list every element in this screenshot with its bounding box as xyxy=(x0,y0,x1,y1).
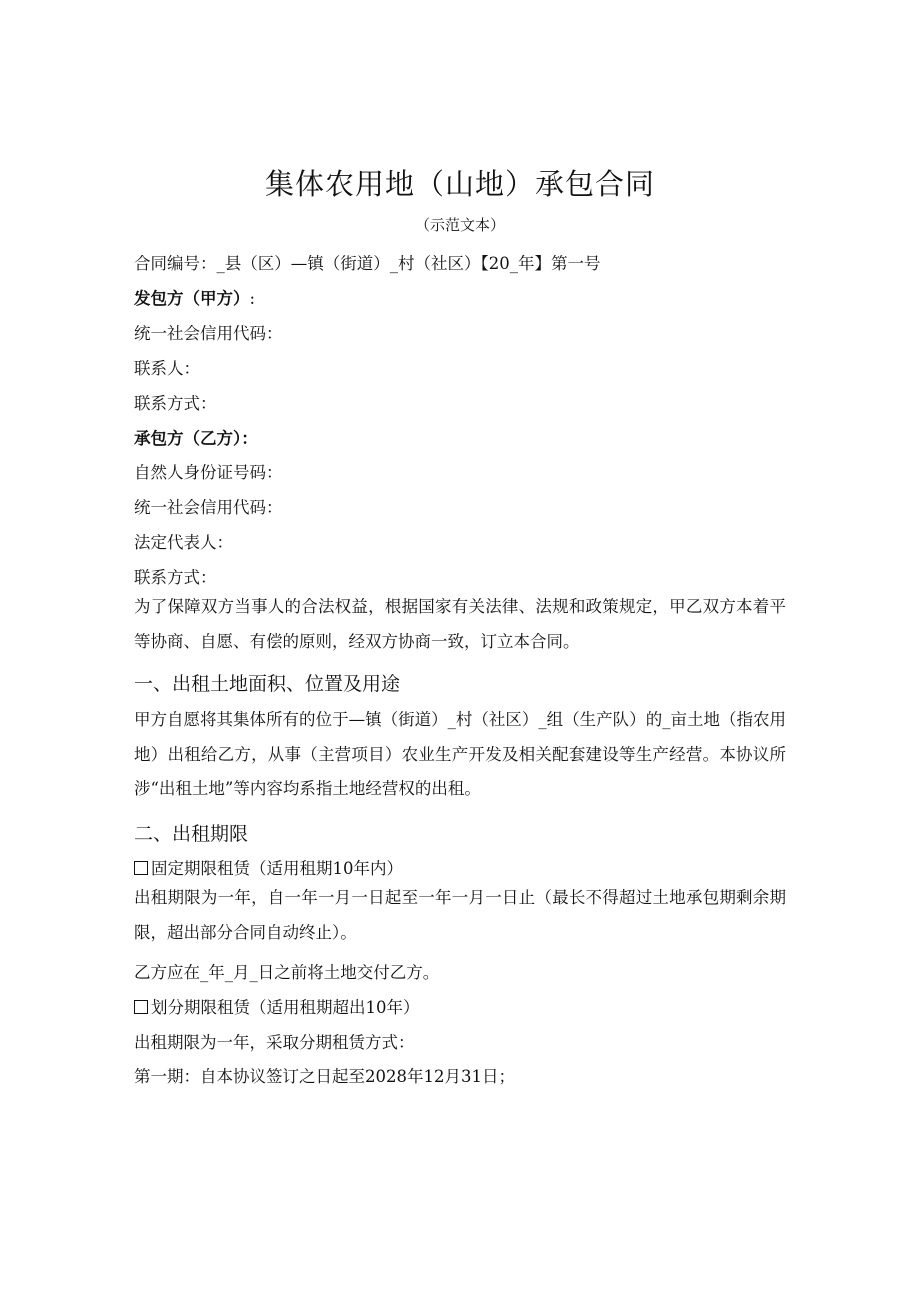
preamble-paragraph: 为了保障双方当事人的合法权益，根据国家有关法律、法规和政策规定，甲乙双方本着平等协商、自愿、有偿的原则，经双方协商一致，订立本合同。 xyxy=(134,597,786,651)
fixed-term-checkbox[interactable] xyxy=(134,861,148,875)
phased-term-label: 划分期限租赁（适用租期超出10年） xyxy=(151,998,420,1017)
party-b-id-number: 自然人身份证号码： xyxy=(134,463,283,482)
fixed-term-label: 固定期限租赁（适用租期10年内） xyxy=(151,859,403,878)
party-a-heading-line xyxy=(134,285,786,309)
option-phased-term xyxy=(134,994,786,1018)
contract-number: 合同编号：_县（区）—镇（街道）_村（社区）【20_年】第一号 xyxy=(134,254,601,273)
fixed-term-body: 出租期限为一年，自一年一月一日起至一年一月一日止（最长不得超过土地承包期剩余期限，超出部分合同自动终止）。 xyxy=(134,888,786,942)
party-b-heading-line xyxy=(134,425,786,449)
party-a-credit-code: 统一社会信用代码： xyxy=(134,324,283,343)
party-b-heading-suffix: ： xyxy=(241,429,258,448)
delivery-clause: 乙方应在_年_月_日之前将土地交付乙方。 xyxy=(134,963,440,982)
party-b-heading: 承包方（乙方） xyxy=(134,429,242,448)
party-b-legal-rep: 法定代表人： xyxy=(134,533,233,552)
section-1-body: 甲方自愿将其集体所有的位于—镇（街道）_村（社区）_组（生产队）的_亩土地（指农用地）出租给乙方，从事（主营项目）农业生产开发及相关配套建设等生产经营。本协议所涉“出租土地”等内容均系指土地经营权的出租。 xyxy=(134,710,786,798)
phased-term-checkbox[interactable] xyxy=(134,1000,148,1014)
party-b-credit-code: 统一社会信用代码： xyxy=(134,498,283,517)
section-2-heading: 二、出租期限 xyxy=(134,823,249,845)
party-b-contact-method: 联系方式： xyxy=(134,568,217,587)
document-subtitle: （示范文本） xyxy=(414,216,505,234)
section-1-heading: 一、出租土地面积、位置及用途 xyxy=(134,673,401,695)
party-a-contact-method: 联系方式： xyxy=(134,394,217,413)
phased-term-body: 出租期限为一年，采取分期租赁方式： xyxy=(134,1033,415,1052)
party-a-heading-suffix: : xyxy=(249,289,256,308)
option-fixed-term xyxy=(134,855,786,879)
document-title: 集体农用地（山地）承包合同 xyxy=(264,167,655,201)
party-a-heading: 发包方（甲方） xyxy=(134,289,250,308)
phase-1-clause: 第一期：自本协议签订之日起至2028年12月31日； xyxy=(134,1067,515,1086)
party-a-contact-person: 联系人： xyxy=(134,359,200,378)
